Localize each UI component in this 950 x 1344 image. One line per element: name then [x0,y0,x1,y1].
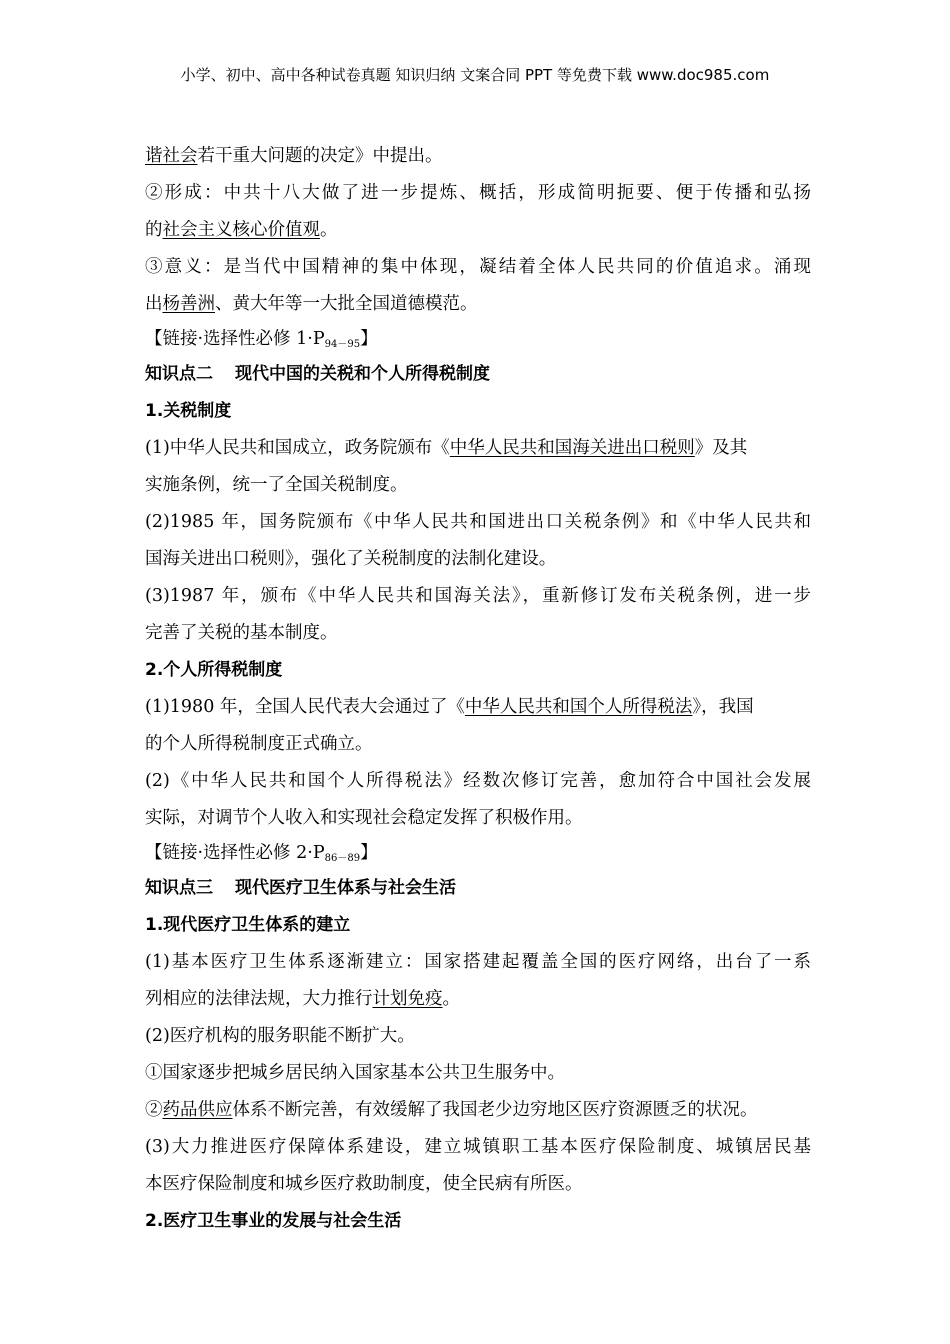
healthcare-para-2: (2)医疗机构的服务职能不断扩大。 [145,1026,415,1046]
document-body [145,138,811,1240]
tariff-para-1-line-1: (1)中华人民共和国成立，政务院颁布《中华人民共和国海关进出口税则》及其 [145,438,748,458]
income-tax-para-2-line-2: 实际，对调节个人收入和实现社会稳定发挥了积极作用。 [145,808,583,828]
healthcare-para-1-line-2: 列相应的法律法规，大力推行计划免疫。 [145,989,460,1009]
intro-line-3: 的社会主义核心价值观。 [145,220,338,240]
page-header: 小学、初中、高中各种试卷真题 知识归纳 文案合同 PPT 等免费下载 www.doc985.com [180,66,770,84]
intro-line-5: 出杨善洲、黄大年等一大批全国道德模范。 [145,294,478,314]
subheading-tariff: 1.关税制度 [145,401,232,421]
underlined-term: 杨善洲 [162,294,215,314]
tariff-para-2-line-2: 国海关进出口税则》，强化了关税制度的法制化建设。 [145,549,557,569]
link-reference-2: 【链接·选择性必修 $2\cdot P_{86-89}$】 [145,843,378,864]
tariff-para-3-line-1: (3)1987 年，颁布《中华人民共和国海关法》，重新修订发布关税条例，进一步 [145,586,811,606]
intro-line-2: ②形成：中共十八大做了进一步提炼、概括，形成简明扼要、便于传播和弘扬 [145,183,811,203]
underlined-term: 社会主义核心价值观 [162,220,320,240]
healthcare-para-1-line-1: (1)基本医疗卫生体系逐渐建立：国家搭建起覆盖全国的医疗网络，出台了一系 [145,952,811,972]
section-title-2: 知识点二 现代中国的关税和个人所得税制度 [145,364,490,384]
healthcare-para-5-line-1: (3)大力推进医疗保障体系建设，建立城镇职工基本医疗保险制度、城镇居民基 [145,1137,811,1157]
income-tax-para-1-line-2: 的个人所得税制度正式确立。 [145,734,373,754]
intro-line-1: 谐社会若干重大问题的决定》中提出。 [145,146,443,166]
underlined-term: 谐社会 [145,146,198,166]
subheading-healthcare-development: 2.医疗卫生事业的发展与社会生活 [145,1211,402,1231]
subheading-income-tax: 2.个人所得税制度 [145,660,283,680]
healthcare-para-5-line-2: 本医疗保险制度和城乡医疗救助制度，使全民病有所医。 [145,1174,583,1194]
healthcare-para-3: ①国家逐步把城乡居民纳入国家基本公共卫生服务中。 [145,1063,565,1083]
subheading-healthcare-system: 1.现代医疗卫生体系的建立 [145,915,351,935]
section-title-3: 知识点三 现代医疗卫生体系与社会生活 [145,878,456,898]
healthcare-para-4: ②药品供应体系不断完善，有效缓解了我国老少边穷地区医疗资源匮乏的状况。 [145,1100,758,1120]
tariff-para-2-line-1: (2)1985 年，国务院颁布《中华人民共和国进出口关税条例》和《中华人民共和 [145,512,811,532]
underlined-term: 计划免疫 [372,989,443,1009]
intro-line-4: ③意义：是当代中国精神的集中体现，凝结着全体人民共同的价值追求。涌现 [145,257,811,277]
link-reference-1: 【链接·选择性必修 $1\cdot P_{94-95}$】 [145,329,378,350]
underlined-term: 中华人民共和国个人所得税法 [464,697,693,717]
underlined-term: 药品供应 [162,1100,233,1120]
tariff-para-1-line-2: 实施条例，统一了全国关税制度。 [145,475,408,495]
income-tax-para-2-line-1: (2)《中华人民共和国个人所得税法》经数次修订完善，愈加符合中国社会发展 [145,771,811,791]
tariff-para-3-line-2: 完善了关税的基本制度。 [145,623,338,643]
underlined-term: 中华人民共和国海关进出口税则 [449,438,695,458]
income-tax-para-1-line-1: (1)1980 年，全国人民代表大会通过了《中华人民共和国个人所得税法》，我国 [145,697,754,717]
